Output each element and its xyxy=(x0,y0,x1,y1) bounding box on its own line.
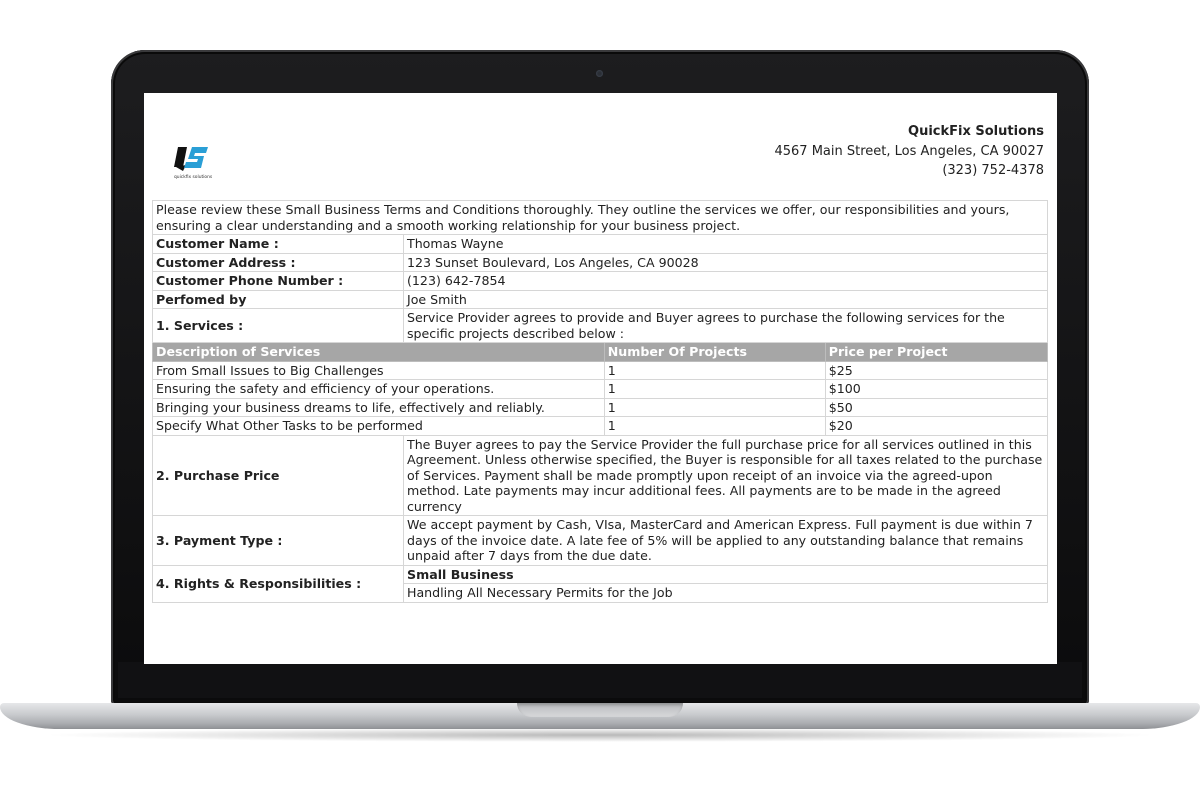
customer-row xyxy=(153,235,1048,254)
purchase-price-label: 2. Purchase Price xyxy=(153,435,404,516)
header-price-per-project: Price per Project xyxy=(825,343,1047,362)
rights-row xyxy=(153,565,1048,584)
service-description: Ensuring the safety and efficiency of your operations. xyxy=(153,380,605,399)
customer-name-value: Thomas Wayne xyxy=(404,235,1048,254)
service-price: $20 xyxy=(825,417,1047,436)
payment-type-row xyxy=(153,516,1048,566)
laptop-screen[interactable] xyxy=(144,93,1057,664)
performed-by-label: Perfomed by xyxy=(153,290,404,309)
service-row xyxy=(153,361,1048,380)
service-description: Bringing your business dreams to life, effectively and reliably. xyxy=(153,398,605,417)
header-number-of-projects: Number Of Projects xyxy=(604,343,825,362)
intro-text: Please review these Small Business Terms and Conditions thoroughly. They outline the services we offer, our responsibilities and yours, ensuring a clear understanding and a smooth working relationship for your business project. xyxy=(153,201,1048,235)
intro-row xyxy=(153,201,1048,235)
services-label: 1. Services : xyxy=(153,309,404,343)
services-table-header xyxy=(153,343,1048,362)
payment-type-text: We accept payment by Cash, VIsa, MasterCard and American Express. Full payment is due within 7 days of the invoice date. A late fee of 5% will be applied to any outstanding balance that remains unpaid after 7 days from the due date. xyxy=(404,516,1048,566)
service-row xyxy=(153,398,1048,417)
logo-text: quickfix solutions xyxy=(174,175,213,180)
laptop-notch xyxy=(517,703,683,717)
service-quantity: 1 xyxy=(604,417,825,436)
service-row xyxy=(153,417,1048,436)
rights-label: 4. Rights & Responsibilities : xyxy=(153,565,404,602)
company-info xyxy=(774,122,1044,181)
customer-row xyxy=(153,253,1048,272)
company-address: 4567 Main Street, Los Angeles, CA 90027 xyxy=(774,143,1044,159)
company-phone: (323) 752-4378 xyxy=(942,163,1044,178)
customer-phone-label: Customer Phone Number : xyxy=(153,272,404,291)
service-price: $100 xyxy=(825,380,1047,399)
customer-row xyxy=(153,290,1048,309)
terms-document xyxy=(144,93,1057,600)
service-quantity: 1 xyxy=(604,380,825,399)
header-description: Description of Services xyxy=(153,343,605,362)
rights-item: Handling All Necessary Permits for the Job xyxy=(404,584,1048,603)
company-name: QuickFix Solutions xyxy=(908,124,1044,139)
service-row xyxy=(153,380,1048,399)
company-logo-icon xyxy=(172,141,218,181)
webcam xyxy=(596,70,603,77)
service-price: $50 xyxy=(825,398,1047,417)
services-text: Service Provider agrees to provide and Buyer agrees to purchase the following services for the specific projects described below : xyxy=(404,309,1048,343)
performed-by-value: Joe Smith xyxy=(404,290,1048,309)
payment-type-label: 3. Payment Type : xyxy=(153,516,404,566)
purchase-price-row xyxy=(153,435,1048,516)
service-price: $25 xyxy=(825,361,1047,380)
service-quantity: 1 xyxy=(604,361,825,380)
customer-address-value: 123 Sunset Boulevard, Los Angeles, CA 90028 xyxy=(404,253,1048,272)
laptop-shadow xyxy=(40,728,1160,742)
service-description: Specify What Other Tasks to be performed xyxy=(153,417,605,436)
purchase-price-text: The Buyer agrees to pay the Service Provider the full purchase price for all services outlined in this Agreement. Unless otherwise specified, the Buyer is responsible for all taxes related to the purchase of Services. Payment shall be made promptly upon receipt of an invoice via the agreed-upon method. Late payments may incur additional fees. All payments are to be made in the agreed currency xyxy=(404,435,1048,516)
customer-phone-value: (123) 642-7854 xyxy=(404,272,1048,291)
customer-name-label: Customer Name : xyxy=(153,235,404,254)
service-description: From Small Issues to Big Challenges xyxy=(153,361,605,380)
customer-address-label: Customer Address : xyxy=(153,253,404,272)
customer-row xyxy=(153,272,1048,291)
rights-subheading: Small Business xyxy=(404,565,1048,584)
screen-bezel-bottom xyxy=(118,662,1082,698)
service-quantity: 1 xyxy=(604,398,825,417)
services-row xyxy=(153,309,1048,343)
terms-table xyxy=(152,200,1048,603)
document-header xyxy=(144,93,1057,200)
